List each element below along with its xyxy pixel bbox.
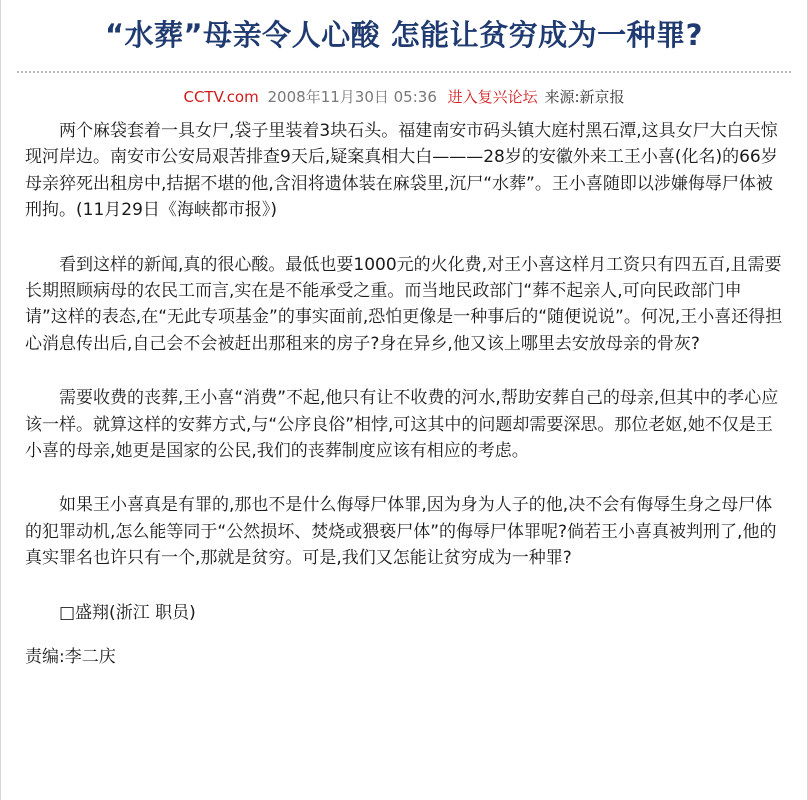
paragraph-3: 需要收费的丧葬,王小喜“消费”不起,他只有让不收费的河水,帮助安葬自己的母亲,但其中的孝心应该一样。就算这样的安葬方式,与“公序良俗”相悖,可这其中的问题却需要深思。那位老妪,她不仅是王小喜的母亲,她更是国家的公民,我们的丧葬制度应该有相应的考虑。 [25,388,779,462]
article-meta [1,87,807,107]
article-title: “水葬”母亲令人心酸 怎能让贫穷成为一种罪? [104,18,704,52]
title-divider [17,71,791,73]
source-label: 来源:新京报 [544,88,625,106]
forum-link[interactable]: 进入复兴论坛 [447,88,538,106]
paragraph-4: 如果王小喜真是有罪的,那也不是什么侮辱尸体罪,因为身为人子的他,决不会有侮辱生身之母尸体的犯罪动机,怎么能等同于“公然损坏、焚烧或猥亵尸体”的侮辱尸体罪呢?倘若王小喜真被判刑了,他的真实罪名也许只有一个,那就是贫穷。可是,我们又怎能让贫穷成为一种罪? [25,495,777,569]
paragraph-1: 两个麻袋套着一具女尸,袋子里装着3块石头。福建南安市码头镇大庭村黑石潭,这具女尸大白天惊现河岸边。南安市公安局艰苦排查9天后,疑案真相大白———28岁的安徽外来工王小喜(化名)的66岁母亲猝死出租房中,拮据不堪的他,含泪将遗体装在麻袋里,沉尸“水葬”。王小喜随即以涉嫌侮辱尸体被刑拘。(11月29日《海峡都市报》) [25,121,778,221]
source-site: CCTV.com [183,88,259,106]
publish-date: 2008年11月30日 05:36 [267,88,437,106]
editor-line: 责编:李二庆 [25,647,116,668]
article-body [1,107,807,671]
paragraph-2: 看到这样的新闻,真的很心酸。最低也要1000元的火化费,对王小喜这样月工资只有四五百,且需要长期照顾病母的农民工而言,实在是不能承受之重。而当地民政部门“葬不起亲人,可向民政部门申请”这样的表态,在“无此专项基金”的事实面前,恐怕更像是一种事后的“随便说说”。何况,王小喜还得担心消息传出后,自己会不会被赶出那租来的房子?身在异乡,他又该上哪里去安放母亲的骨灰? [25,254,783,354]
author-line: □盛翔(浙江 职员) [59,602,196,623]
